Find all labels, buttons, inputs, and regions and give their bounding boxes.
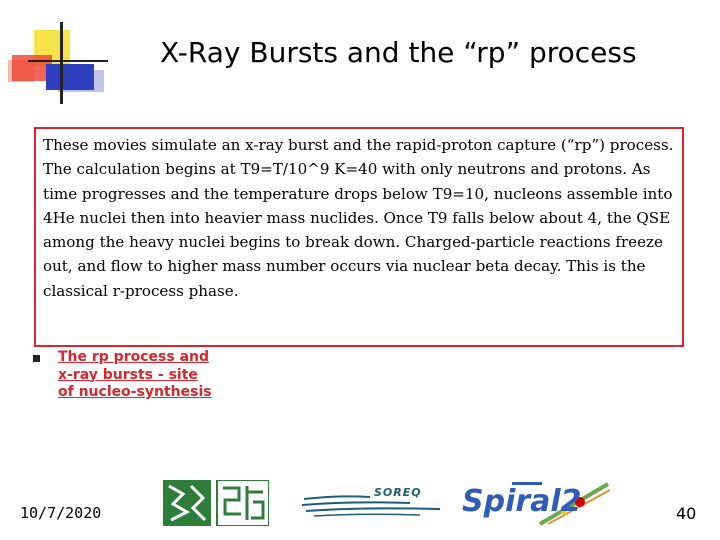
footer-date: 10/7/2020 [20, 504, 102, 522]
slide-title: X-Ray Bursts and the “rp” process [160, 36, 637, 69]
rp-process-link[interactable]: The rp process and x-ray bursts - site of nucleo-synthesis [58, 349, 212, 400]
body-text: These movies simulate an x-ray burst and the rapid-proton capture (“rp”) process. The calculation begins at T9=T/10^9 K=40 with only neutrons and protons. As time progresses and the temperature drops below T9=10, nucleons assemble into 4He nuclei then into heavier mass nuclides. Once T9 falls below about 4, the QSE among the heavy nuclei begins to break down. Charged-particle reactions freeze out, and flow to higher mass number occurs via nuclear beta decay. This is the classical r-process phase. [43, 136, 674, 300]
decor-horizontal-line [28, 60, 108, 62]
soreq-logo-text: SOREQ [374, 486, 422, 499]
lab-logo [163, 480, 269, 526]
page-number: 40 [676, 504, 697, 523]
spiral2-logo-text: Spiral2 [462, 484, 582, 519]
decor-vertical-line [60, 22, 63, 104]
bullet-square-icon [33, 355, 40, 362]
decor-blue-square [46, 64, 94, 90]
